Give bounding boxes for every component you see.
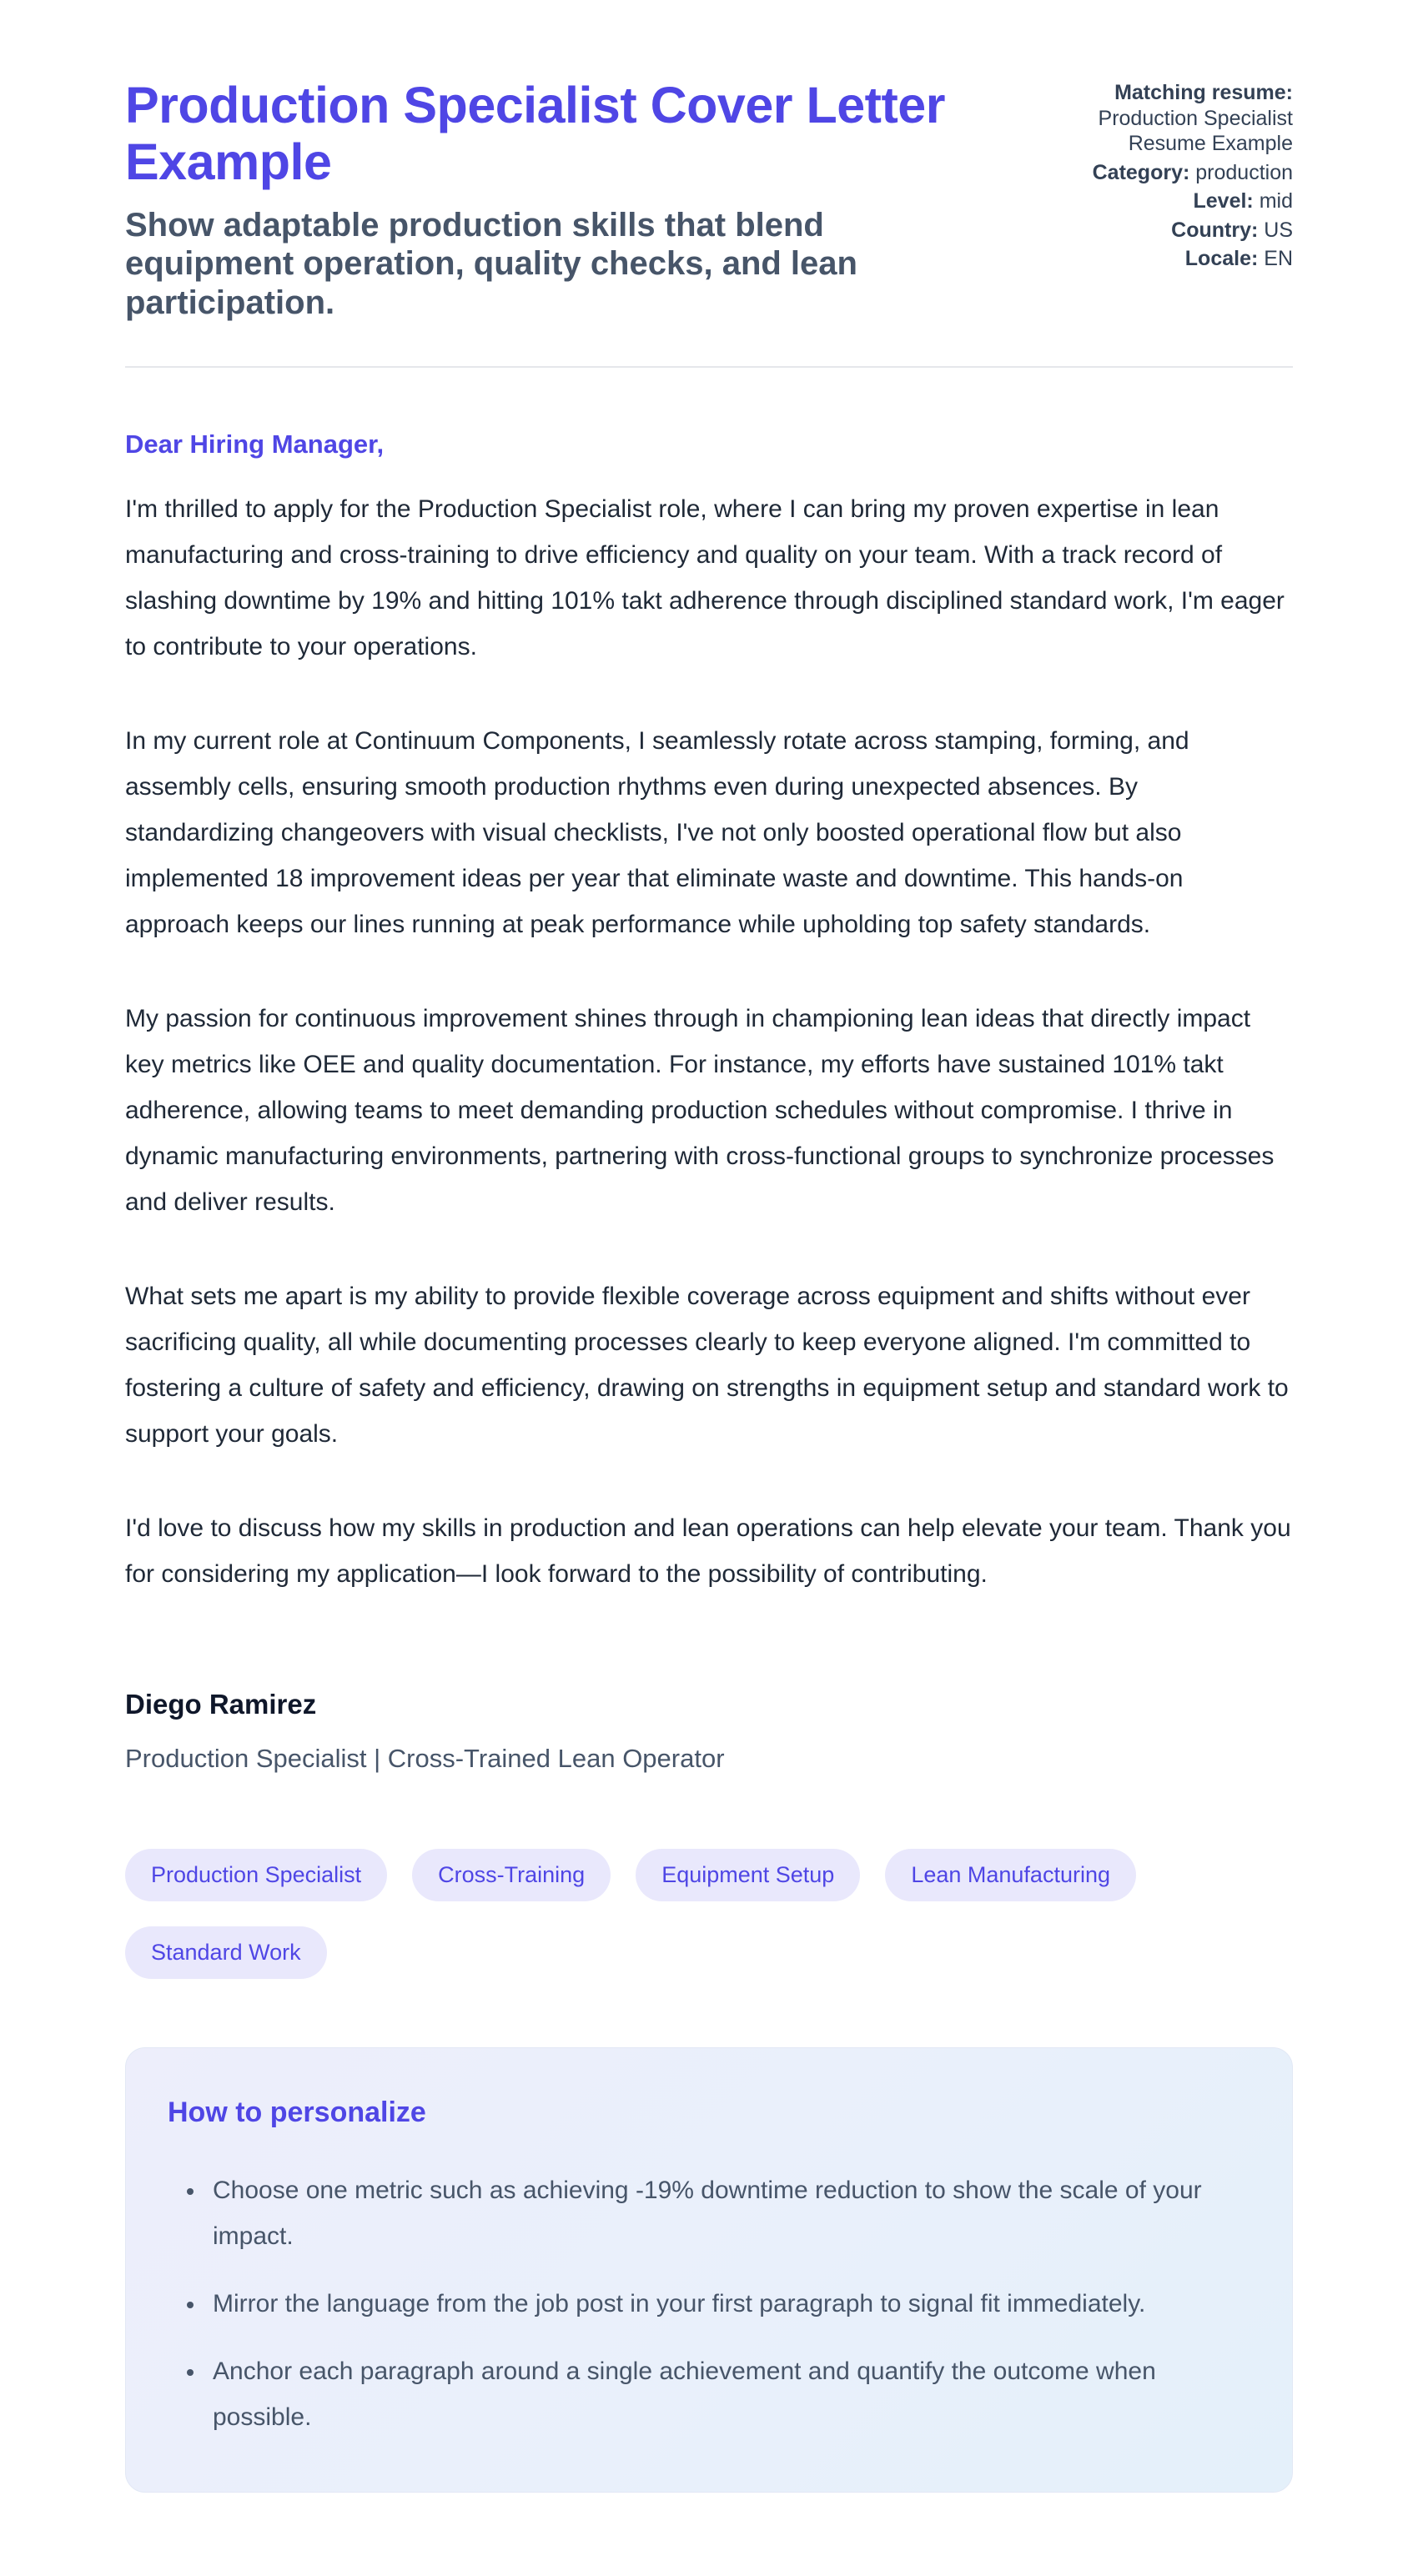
meta-locale — [1018, 246, 1293, 272]
skill-tag-pill[interactable]: Production Specialist — [125, 1849, 387, 1901]
header-divider — [125, 366, 1293, 368]
meta-category-value: production — [1195, 160, 1293, 184]
personalize-tip-item: • Anchor each paragraph around a single achievement and quantify the outcome when possible. — [206, 2348, 1249, 2440]
meta-matching-resume-label: Matching resume: — [1114, 81, 1293, 104]
meta-locale-label: Locale: — [1184, 247, 1259, 270]
letter-paragraph: I'm thrilled to apply for the Production Specialist role, where I can bring my proven expertise in lean manufacturing and cross-training to drive efficiency and quality on your team. With a track record of slashing downtime by 19% and hitting 101% takt adherence through disciplined standard work, I'm eager to contribute to your operations. — [125, 495, 1285, 661]
meta-level-value: mid — [1259, 189, 1293, 213]
skill-tag-pill[interactable]: Equipment Setup — [636, 1849, 860, 1901]
meta-level — [1018, 188, 1293, 214]
letter-paragraph: What sets me apart is my ability to provide flexible coverage across equipment and shifts without ever sacrificing quality, all while documenting processes clearly to keep everyone aligned. I'm committed to fostering a culture of safety and efficiency, drawing on strengths in equipment setup and standard work to support your goals. — [125, 1283, 1289, 1449]
letter-paragraph: I'd love to discuss how my skills in production and lean operations can help elevate your team. Thank you for considering my application—I look forward to the possibility of contributing. — [125, 1514, 1291, 1589]
personalize-tips-list — [168, 2167, 1250, 2440]
letter-body — [125, 486, 1293, 1597]
meta-country-label: Country: — [1171, 218, 1259, 242]
meta-country-value: US — [1264, 218, 1293, 242]
meta-matching-resume — [1018, 80, 1293, 157]
page-title: Production Specialist Cover Letter Example — [125, 77, 945, 191]
letter-greeting: Dear Hiring Manager, — [125, 429, 385, 459]
header — [125, 77, 1293, 323]
signature-name: Diego Ramirez — [125, 1689, 317, 1720]
personalize-tips-box — [125, 2047, 1293, 2493]
meta-country — [1018, 218, 1293, 244]
meta-category — [1018, 160, 1293, 186]
skill-tag-pill[interactable]: Lean Manufacturing — [885, 1849, 1136, 1901]
personalize-tip-item: • Mirror the language from the job post in your first paragraph to signal fit immediately. — [206, 2281, 1249, 2327]
personalize-tips-title: How to personalize — [168, 2096, 426, 2129]
meta-locale-value: EN — [1264, 247, 1293, 270]
header-title-block — [125, 77, 951, 323]
meta-level-label: Level: — [1193, 189, 1254, 213]
signature — [125, 1689, 1293, 1774]
personalize-tip-item: • Choose one metric such as achieving -19% downtime reduction to show the scale of your impact. — [206, 2167, 1249, 2259]
letter — [125, 429, 1293, 1774]
skill-tags-list — [125, 1849, 1293, 1979]
skill-tag-pill[interactable]: Standard Work — [125, 1926, 327, 1979]
meta-matching-resume-value: Production Specialist Resume Example — [1098, 106, 1293, 155]
page-subtitle: Show adaptable production skills that blend equipment operation, quality checks, and lean participation. — [125, 206, 857, 322]
signature-role: Production Specialist | Cross-Trained Lean Operator — [125, 1744, 725, 1774]
header-meta — [1018, 77, 1293, 275]
skill-tag-pill[interactable]: Cross-Training — [412, 1849, 611, 1901]
letter-paragraph: My passion for continuous improvement shines through in championing lean ideas that directly impact key metrics like OEE and quality documentation. For instance, my efforts have sustained 101% takt adherence, allowing teams to meet demanding production schedules without compromise. I thrive in dynamic manufacturing environments, partnering with cross-functional groups to synchronize processes and deliver results. — [125, 1005, 1275, 1217]
meta-category-label: Category: — [1092, 160, 1190, 184]
content-container — [125, 0, 1293, 2576]
letter-paragraph: In my current role at Continuum Components, I seamlessly rotate across stamping, forming, and assembly cells, ensuring smooth production rhythms even during unexpected absences. By standardizing changeovers with visual checklists, I've not only boosted operational flow but also implemented 18 improvement ideas per year that eliminate waste and downtime. This hands-on approach keeps our lines running at peak performance while upholding top safety standards. — [125, 727, 1189, 939]
